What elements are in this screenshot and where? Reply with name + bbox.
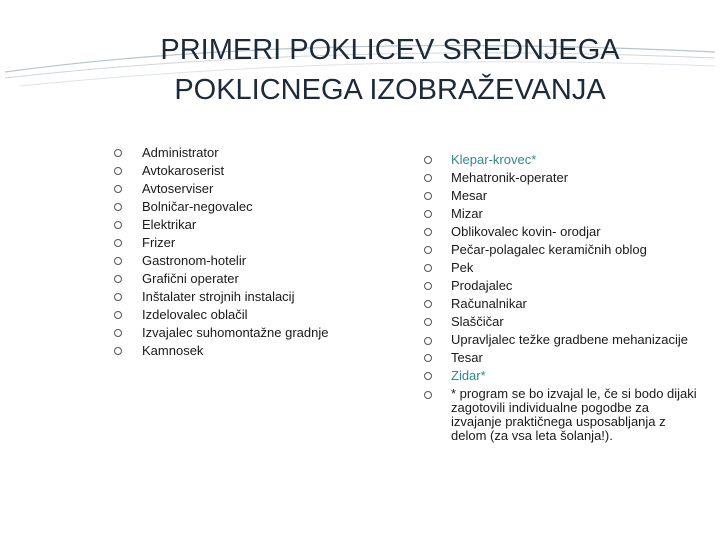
circle-bullet-icon xyxy=(114,185,122,193)
circle-bullet-icon xyxy=(114,329,122,337)
list-item: Frizer xyxy=(142,234,372,252)
circle-bullet-icon xyxy=(424,318,432,326)
list-item: Mizar xyxy=(451,205,701,223)
list-item: Kamnosek xyxy=(142,342,372,360)
title-line-1: PRIMERI POKLICEV SREDNJEGA xyxy=(160,34,620,66)
circle-bullet-icon xyxy=(114,293,122,301)
list-item: Avtoserviser xyxy=(142,180,372,198)
circle-bullet-icon xyxy=(424,246,432,254)
footnote: * program se bo izvajal le, če si bodo dijaki zagotovili individualne pogodbe za izvajanje praktičnega usposabljanja z delom (za vsa leta šolanja!). xyxy=(451,385,701,443)
list-item: Tesar xyxy=(451,349,701,367)
list-item: Pek xyxy=(451,259,701,277)
list-item: Izvajalec suhomontažne gradnje xyxy=(142,324,372,342)
list-item: Prodajalec xyxy=(451,277,701,295)
circle-bullet-icon xyxy=(114,167,122,175)
circle-bullet-icon xyxy=(114,257,122,265)
list-item: Elektrikar xyxy=(142,216,372,234)
circle-bullet-icon xyxy=(114,275,122,283)
circle-bullet-icon xyxy=(424,192,432,200)
circle-bullet-icon xyxy=(424,282,432,290)
list-item: Računalnikar xyxy=(451,295,701,313)
list-item: Administrator xyxy=(142,144,372,162)
list-item: Oblikovalec kovin- orodjar xyxy=(451,223,701,241)
list-item: Zidar* xyxy=(451,367,701,385)
circle-bullet-icon xyxy=(424,174,432,182)
list-item: Izdelovalec oblačil xyxy=(142,306,372,324)
list-item: Upravljalec težke gradbene mehanizacije xyxy=(451,331,701,347)
right-occupation-list xyxy=(451,151,701,445)
list-item: Avtokaroserist xyxy=(142,162,372,180)
list-item: Slaščičar xyxy=(451,313,701,331)
list-item: Pečar-polagalec keramičnih oblog xyxy=(451,241,701,259)
list-item: Bolničar-negovalec xyxy=(142,198,372,216)
circle-bullet-icon xyxy=(114,149,122,157)
circle-bullet-icon xyxy=(424,264,432,272)
circle-bullet-icon xyxy=(424,337,432,345)
page-title xyxy=(60,30,720,110)
list-item: Klepar-krovec* xyxy=(451,151,701,169)
circle-bullet-icon xyxy=(424,300,432,308)
left-occupation-list xyxy=(142,144,372,360)
list-item: Gastronom-hotelir xyxy=(142,252,372,270)
circle-bullet-icon xyxy=(114,221,122,229)
list-item: Inštalater strojnih instalacij xyxy=(142,288,372,306)
circle-bullet-icon xyxy=(424,156,432,164)
list-item: Mehatronik-operater xyxy=(451,169,701,187)
circle-bullet-icon xyxy=(424,228,432,236)
circle-bullet-icon xyxy=(114,347,122,355)
circle-bullet-icon xyxy=(114,203,122,211)
title-line-2: POKLICNEGA IZOBRAŽEVANJA xyxy=(174,74,606,106)
circle-bullet-icon xyxy=(114,239,122,247)
list-item: Mesar xyxy=(451,187,701,205)
list-item: Grafični operater xyxy=(142,270,372,288)
circle-bullet-icon xyxy=(424,372,432,380)
circle-bullet-icon xyxy=(424,391,432,399)
circle-bullet-icon xyxy=(424,354,432,362)
circle-bullet-icon xyxy=(114,311,122,319)
circle-bullet-icon xyxy=(424,210,432,218)
